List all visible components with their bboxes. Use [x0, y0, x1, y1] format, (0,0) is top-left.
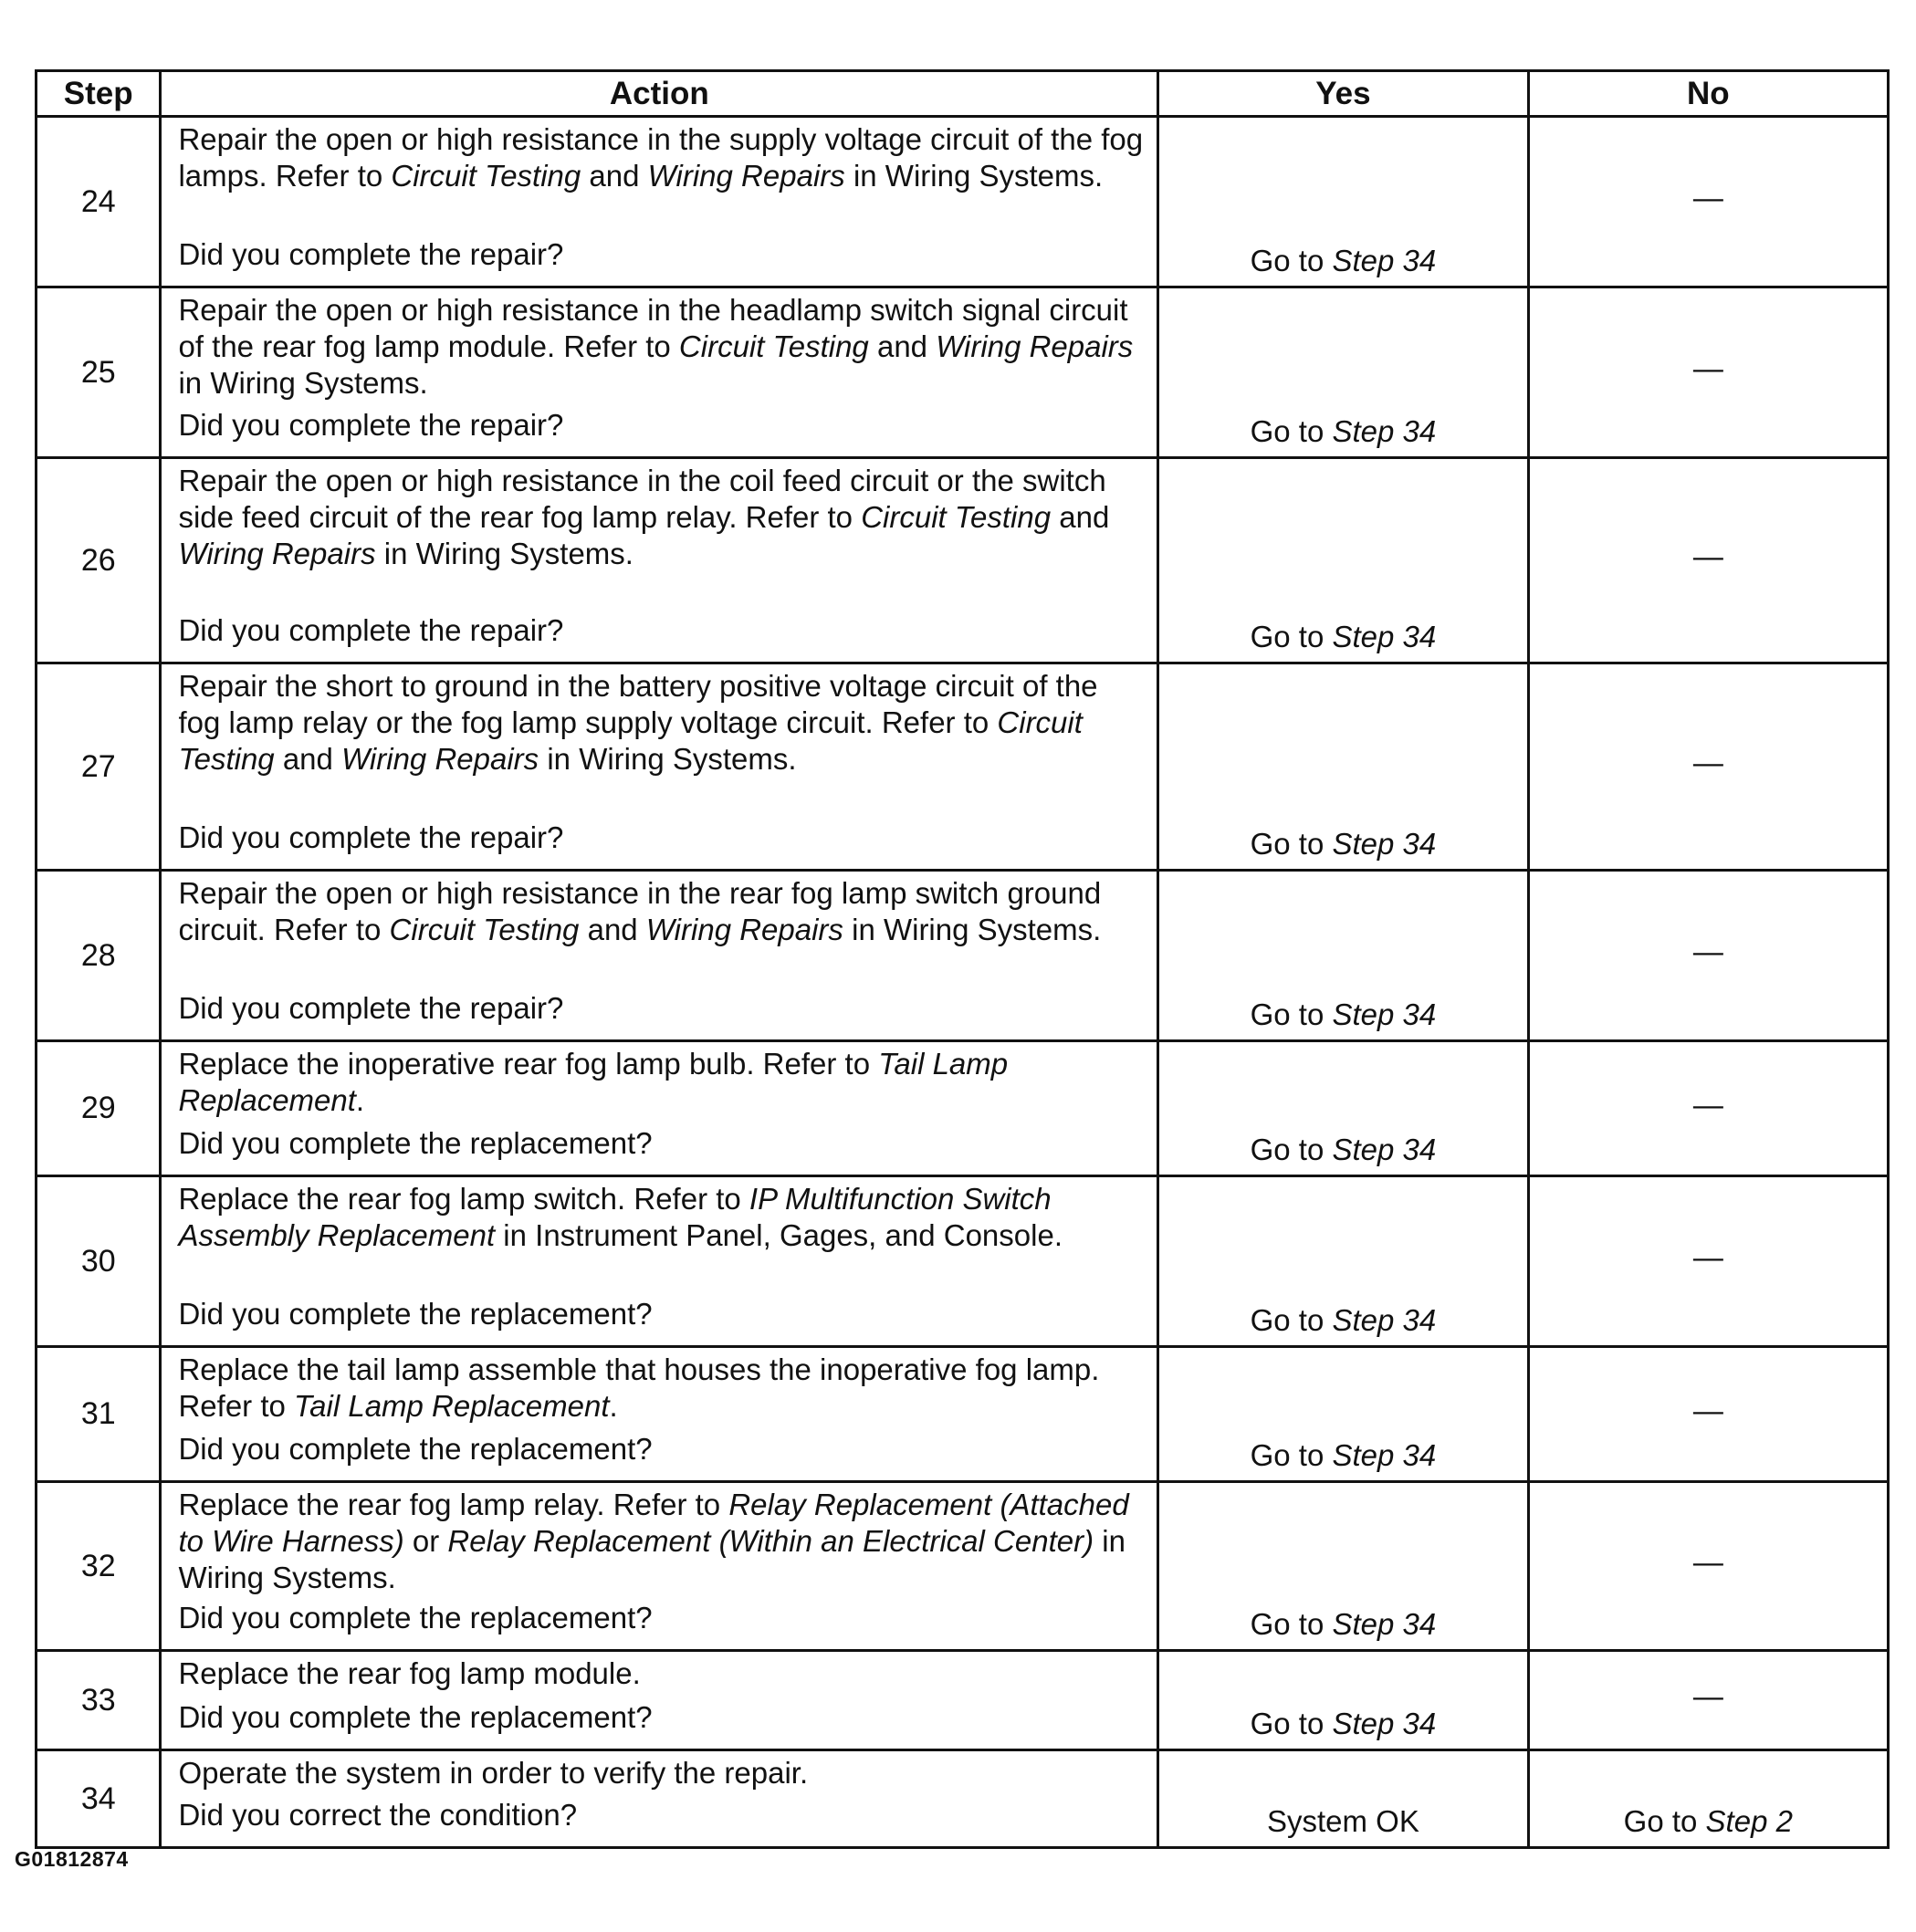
yes-step-reference: Step 34 — [1332, 1303, 1437, 1337]
action-instruction — [178, 1181, 1147, 1254]
yes-outcome — [1158, 458, 1528, 663]
reference-link-text: Wiring Repairs — [178, 537, 376, 570]
yes-prefix: Go to — [1250, 1133, 1333, 1166]
instruction-text: Replace the inoperative rear fog lamp bulb. Refer to — [178, 1047, 879, 1081]
action-cell — [161, 458, 1158, 663]
yes-step-reference: Step 34 — [1332, 620, 1437, 653]
instruction-text: Repair the open or high resistance in the supply voltage circuit of the fog lamps. Refer to — [178, 122, 1144, 193]
no-dash: — — [1692, 539, 1723, 573]
no-dash: — — [1692, 935, 1723, 968]
no-dash: — — [1692, 1240, 1723, 1274]
no-outcome-dash — [1528, 663, 1888, 871]
instruction-text: and — [274, 742, 342, 776]
table-row — [37, 1750, 1889, 1848]
action-cell — [161, 117, 1158, 287]
instruction-text: Replace the rear fog lamp relay. Refer to — [178, 1488, 729, 1521]
table-row — [37, 458, 1889, 663]
yes-step-reference: Step 34 — [1332, 827, 1437, 861]
header-action: Action — [161, 71, 1158, 117]
yes-outcome — [1158, 1347, 1528, 1482]
yes-prefix: Go to — [1250, 244, 1333, 277]
instruction-text: and — [868, 329, 937, 363]
yes-prefix: Go to — [1250, 1303, 1333, 1337]
step-number: 26 — [37, 458, 161, 663]
table-body — [37, 117, 1889, 1848]
action-question: Did you correct the condition? — [178, 1798, 578, 1832]
instruction-text: Operate the system in order to verify the repair. — [178, 1756, 809, 1790]
instruction-text: and — [579, 913, 646, 946]
yes-outcome — [1158, 287, 1528, 458]
step-number: 27 — [37, 663, 161, 871]
yes-step-reference: Step 34 — [1332, 1438, 1437, 1472]
action-question: Did you complete the repair? — [178, 991, 564, 1025]
yes-outcome — [1158, 1651, 1528, 1750]
table-row — [37, 1041, 1889, 1176]
reference-link-text: Tail Lamp Replacement — [294, 1389, 610, 1423]
table-row — [37, 1482, 1889, 1651]
action-question: Did you complete the repair? — [178, 237, 564, 271]
instruction-text: Replace the rear fog lamp module. — [178, 1656, 641, 1690]
reference-link-text: Wiring Repairs — [647, 159, 845, 193]
action-question: Did you complete the replacement? — [178, 1297, 653, 1331]
yes-prefix: Go to — [1250, 827, 1333, 861]
table-row — [37, 287, 1889, 458]
table-row — [37, 1651, 1889, 1750]
header-step: Step — [37, 71, 161, 117]
reference-link-text: Circuit Testing — [678, 329, 869, 363]
action-question: Did you complete the repair? — [178, 613, 564, 647]
action-question: Did you complete the replacement? — [178, 1700, 653, 1734]
action-instruction — [178, 1352, 1147, 1425]
instruction-text: and — [581, 159, 648, 193]
table-row — [37, 663, 1889, 871]
action-question: Did you complete the repair? — [178, 408, 564, 442]
no-outcome-dash — [1528, 1041, 1888, 1176]
action-question: Did you complete the replacement? — [178, 1432, 653, 1466]
no-dash: — — [1692, 1087, 1723, 1122]
yes-prefix: Go to — [1250, 1438, 1333, 1472]
instruction-text: in Wiring Systems. — [375, 537, 633, 570]
action-cell — [161, 287, 1158, 458]
no-dash: — — [1692, 746, 1723, 779]
instruction-text: Replace the tail lamp assemble that houses the inoperative fog lamp. Refer to — [178, 1352, 1100, 1423]
action-instruction — [178, 875, 1147, 948]
yes-outcome — [1158, 1176, 1528, 1347]
instruction-text: or — [403, 1524, 448, 1558]
no-step-reference: Step 2 — [1705, 1804, 1793, 1838]
action-cell — [161, 871, 1158, 1041]
no-dash: — — [1692, 1679, 1723, 1713]
no-outcome-dash — [1528, 287, 1888, 458]
no-dash: — — [1692, 1393, 1723, 1427]
action-question: Did you complete the replacement? — [178, 1126, 653, 1160]
action-question: Did you complete the repair? — [178, 820, 564, 854]
reference-link-text: Circuit Testing — [861, 500, 1052, 534]
header-no: No — [1528, 71, 1888, 117]
step-number: 34 — [37, 1750, 161, 1848]
table-row — [37, 117, 1889, 287]
instruction-text: in Wiring Systems. — [178, 1524, 1126, 1594]
instruction-text: and — [1051, 500, 1110, 534]
reference-link-text: Relay Replacement (Within an Electrical Center) — [447, 1524, 1094, 1558]
action-instruction — [178, 292, 1147, 402]
header-yes: Yes — [1158, 71, 1528, 117]
step-number: 24 — [37, 117, 161, 287]
instruction-text: . — [355, 1083, 365, 1117]
yes-outcome — [1158, 871, 1528, 1041]
action-cell — [161, 663, 1158, 871]
action-instruction — [178, 1046, 1147, 1119]
no-outcome-dash — [1528, 458, 1888, 663]
step-number: 28 — [37, 871, 161, 1041]
no-outcome-dash — [1528, 1347, 1888, 1482]
no-outcome — [1528, 1750, 1888, 1848]
action-cell — [161, 1041, 1158, 1176]
yes-prefix: Go to — [1250, 997, 1333, 1031]
no-prefix: Go to — [1623, 1804, 1706, 1838]
instruction-text: Repair the open or high resistance in the rear fog lamp switch ground circuit. Refer to — [178, 876, 1102, 946]
action-cell — [161, 1651, 1158, 1750]
reference-link-text: Relay Replacement (Attached to Wire Harness) — [178, 1488, 1129, 1558]
action-instruction — [178, 1487, 1147, 1596]
yes-prefix: Go to — [1250, 1707, 1333, 1740]
reference-link-text: Circuit Testing — [391, 159, 581, 193]
yes-outcome — [1158, 663, 1528, 871]
yes-step-reference: Step 34 — [1332, 1133, 1437, 1166]
instruction-text: Repair the open or high resistance in the coil feed circuit or the switch side feed circuit of the rear fog lamp relay. Refer to — [178, 464, 1106, 534]
action-instruction — [178, 463, 1147, 572]
yes-step-reference: Step 34 — [1332, 1707, 1437, 1740]
reference-link-text: IP Multifunction Switch Assembly Replacement — [178, 1182, 1052, 1252]
no-outcome-dash — [1528, 871, 1888, 1041]
table-row — [37, 1347, 1889, 1482]
instruction-text: in Wiring Systems. — [843, 913, 1102, 946]
table-row — [37, 871, 1889, 1041]
instruction-text: Replace the rear fog lamp switch. Refer to — [178, 1182, 749, 1216]
yes-prefix: Go to — [1250, 414, 1333, 448]
yes-step-reference: Step 34 — [1332, 1607, 1437, 1641]
no-dash: — — [1692, 1545, 1723, 1579]
instruction-text: . — [609, 1389, 618, 1423]
action-cell — [161, 1176, 1158, 1347]
no-outcome-dash — [1528, 1176, 1888, 1347]
no-dash: — — [1692, 351, 1723, 385]
table-row — [37, 1176, 1889, 1347]
yes-prefix: Go to — [1250, 1607, 1333, 1641]
header-row — [37, 71, 1889, 117]
action-instruction — [178, 1755, 1147, 1791]
step-number: 25 — [37, 287, 161, 458]
reference-link-text: Circuit Testing — [389, 913, 580, 946]
no-outcome-dash — [1528, 117, 1888, 287]
instruction-text: in Wiring Systems. — [844, 159, 1104, 193]
figure-id: G01812874 — [15, 1847, 129, 1871]
instruction-text: in Wiring Systems. — [178, 366, 428, 400]
yes-step-reference: Step 34 — [1332, 414, 1437, 448]
step-number: 33 — [37, 1651, 161, 1750]
instruction-text: in Instrument Panel, Gages, and Console. — [495, 1218, 1063, 1252]
reference-link-text: Wiring Repairs — [341, 742, 539, 776]
action-cell — [161, 1750, 1158, 1848]
action-cell — [161, 1347, 1158, 1482]
no-outcome-dash — [1528, 1651, 1888, 1750]
instruction-text: Repair the open or high resistance in the headlamp switch signal circuit of the rear fog lamp module. Refer to — [178, 293, 1128, 363]
reference-link-text: Wiring Repairs — [645, 913, 843, 946]
no-outcome-dash — [1528, 1482, 1888, 1651]
step-number: 30 — [37, 1176, 161, 1347]
step-number: 31 — [37, 1347, 161, 1482]
yes-prefix: System OK — [1266, 1804, 1419, 1838]
action-question: Did you complete the replacement? — [178, 1601, 653, 1634]
action-instruction — [178, 121, 1147, 194]
yes-outcome — [1158, 1750, 1528, 1848]
step-number: 32 — [37, 1482, 161, 1651]
action-cell — [161, 1482, 1158, 1651]
no-dash: — — [1692, 181, 1723, 214]
action-instruction — [178, 1655, 1147, 1692]
action-instruction — [178, 668, 1147, 778]
reference-link-text: Wiring Repairs — [936, 329, 1134, 363]
reference-link-text: Tail Lamp Replacement — [178, 1047, 1009, 1117]
reference-link-text: Circuit Testing — [178, 705, 1083, 776]
yes-outcome — [1158, 1041, 1528, 1176]
yes-outcome — [1158, 117, 1528, 287]
yes-step-reference: Step 34 — [1332, 997, 1437, 1031]
yes-outcome — [1158, 1482, 1528, 1651]
instruction-text: in Wiring Systems. — [539, 742, 797, 776]
diagnostic-table — [35, 69, 1890, 1849]
instruction-text: Repair the short to ground in the battery positive voltage circuit of the fog lamp relay or the fog lamp supply voltage circuit. Refer to — [178, 669, 1098, 739]
yes-prefix: Go to — [1250, 620, 1333, 653]
yes-step-reference: Step 34 — [1332, 244, 1437, 277]
step-number: 29 — [37, 1041, 161, 1176]
